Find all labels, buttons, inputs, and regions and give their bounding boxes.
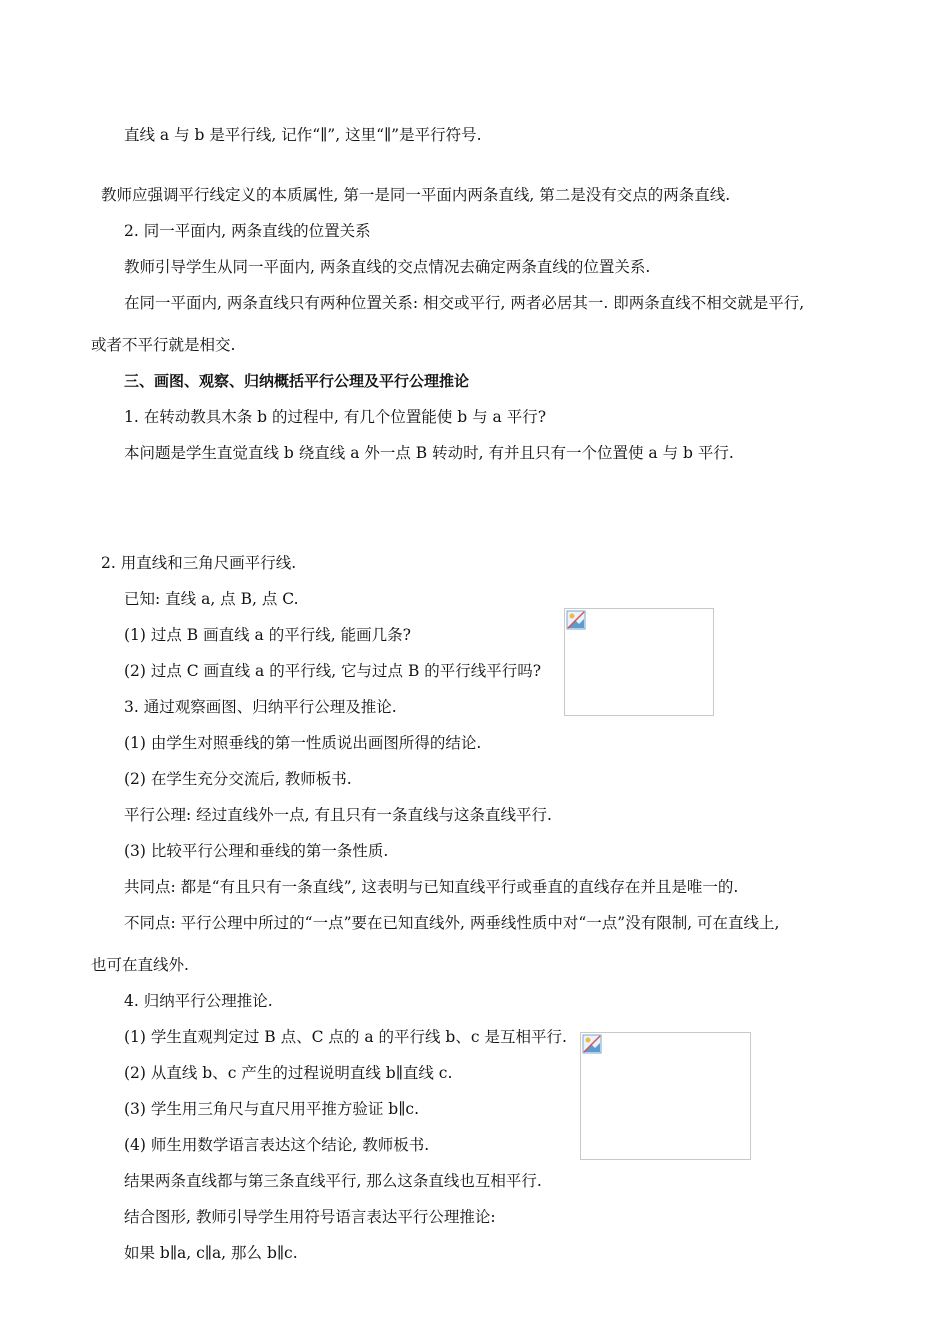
paragraph-line: 如果 b∥a, c∥a, 那么 b∥c.: [124, 1244, 298, 1262]
paragraph-line: 教师应强调平行线定义的本质属性, 第一是同一平面内两条直线, 第二是没有交点的两条直线.: [101, 186, 731, 204]
paragraph-line: 共同点: 都是“有且只有一条直线”, 这表明与已知直线平行或垂直的直线存在并且是唯一的.: [124, 878, 739, 896]
paragraph-line: (2) 从直线 b、c 产生的过程说明直线 b∥直线 c.: [124, 1064, 453, 1082]
paragraph-line: 结果两条直线都与第三条直线平行, 那么这条直线也互相平行.: [124, 1172, 542, 1190]
paragraph-line: (4) 师生用数学语言表达这个结论, 教师板书.: [124, 1136, 430, 1154]
section-heading: 4. 归纳平行公理推论.: [124, 992, 273, 1010]
section-heading: 3. 通过观察画图、归纳平行公理及推论.: [124, 698, 397, 716]
paragraph-line: (1) 由学生对照垂线的第一性质说出画图所得的结论.: [124, 734, 482, 752]
question-line: (1) 过点 B 画直线 a 的平行线, 能画几条?: [124, 626, 411, 644]
paragraph-line: (3) 学生用三角尺与直尺用平推方验证 b∥c.: [124, 1100, 420, 1118]
paragraph-line: (2) 在学生充分交流后, 教师板书.: [124, 770, 352, 788]
figure-placeholder: [580, 1032, 751, 1160]
paragraph-line: 教师引导学生从同一平面内, 两条直线的交点情况去确定两条直线的位置关系.: [124, 258, 651, 276]
paragraph-line: 不同点: 平行公理中所过的“一点”要在已知直线外, 两垂线性质中对“一点”没有限制, 可在直线上,: [124, 914, 780, 932]
paragraph-line: 也可在直线外.: [91, 956, 189, 974]
paragraph-line: 已知: 直线 a, 点 B, 点 C.: [124, 590, 299, 608]
paragraph-line: 或者不平行就是相交.: [91, 336, 236, 354]
paragraph-line: 在同一平面内, 两条直线只有两种位置关系: 相交或平行, 两者必居其一. 即两条直线不相交就是平行,: [124, 294, 805, 312]
question-line: 1. 在转动教具木条 b 的过程中, 有几个位置能使 b 与 a 平行?: [124, 408, 547, 426]
paragraph-line: (3) 比较平行公理和垂线的第一条性质.: [124, 842, 389, 860]
figure-placeholder: [564, 608, 714, 716]
paragraph-line: 平行公理: 经过直线外一点, 有且只有一条直线与这条直线平行.: [124, 806, 552, 824]
section-heading: 2. 同一平面内, 两条直线的位置关系: [124, 222, 371, 240]
broken-image-icon: [566, 610, 586, 630]
paragraph-line: 结合图形, 教师引导学生用符号语言表达平行公理推论:: [124, 1208, 496, 1226]
section-title: 三、画图、观察、归纳概括平行公理及平行公理推论: [124, 372, 470, 390]
section-heading: 2. 用直线和三角尺画平行线.: [101, 554, 297, 572]
paragraph-line: 本问题是学生直觉直线 b 绕直线 a 外一点 B 转动时, 有并且只有一个位置使 a 与 b 平行.: [124, 444, 734, 462]
paragraph-line: 直线 a 与 b 是平行线, 记作“∥”, 这里“∥”是平行符号.: [124, 126, 482, 144]
paragraph-line: (1) 学生直观判定过 B 点、C 点的 a 的平行线 b、c 是互相平行.: [124, 1028, 567, 1046]
broken-image-icon: [582, 1034, 602, 1054]
question-line: (2) 过点 C 画直线 a 的平行线, 它与过点 B 的平行线平行吗?: [124, 662, 542, 680]
